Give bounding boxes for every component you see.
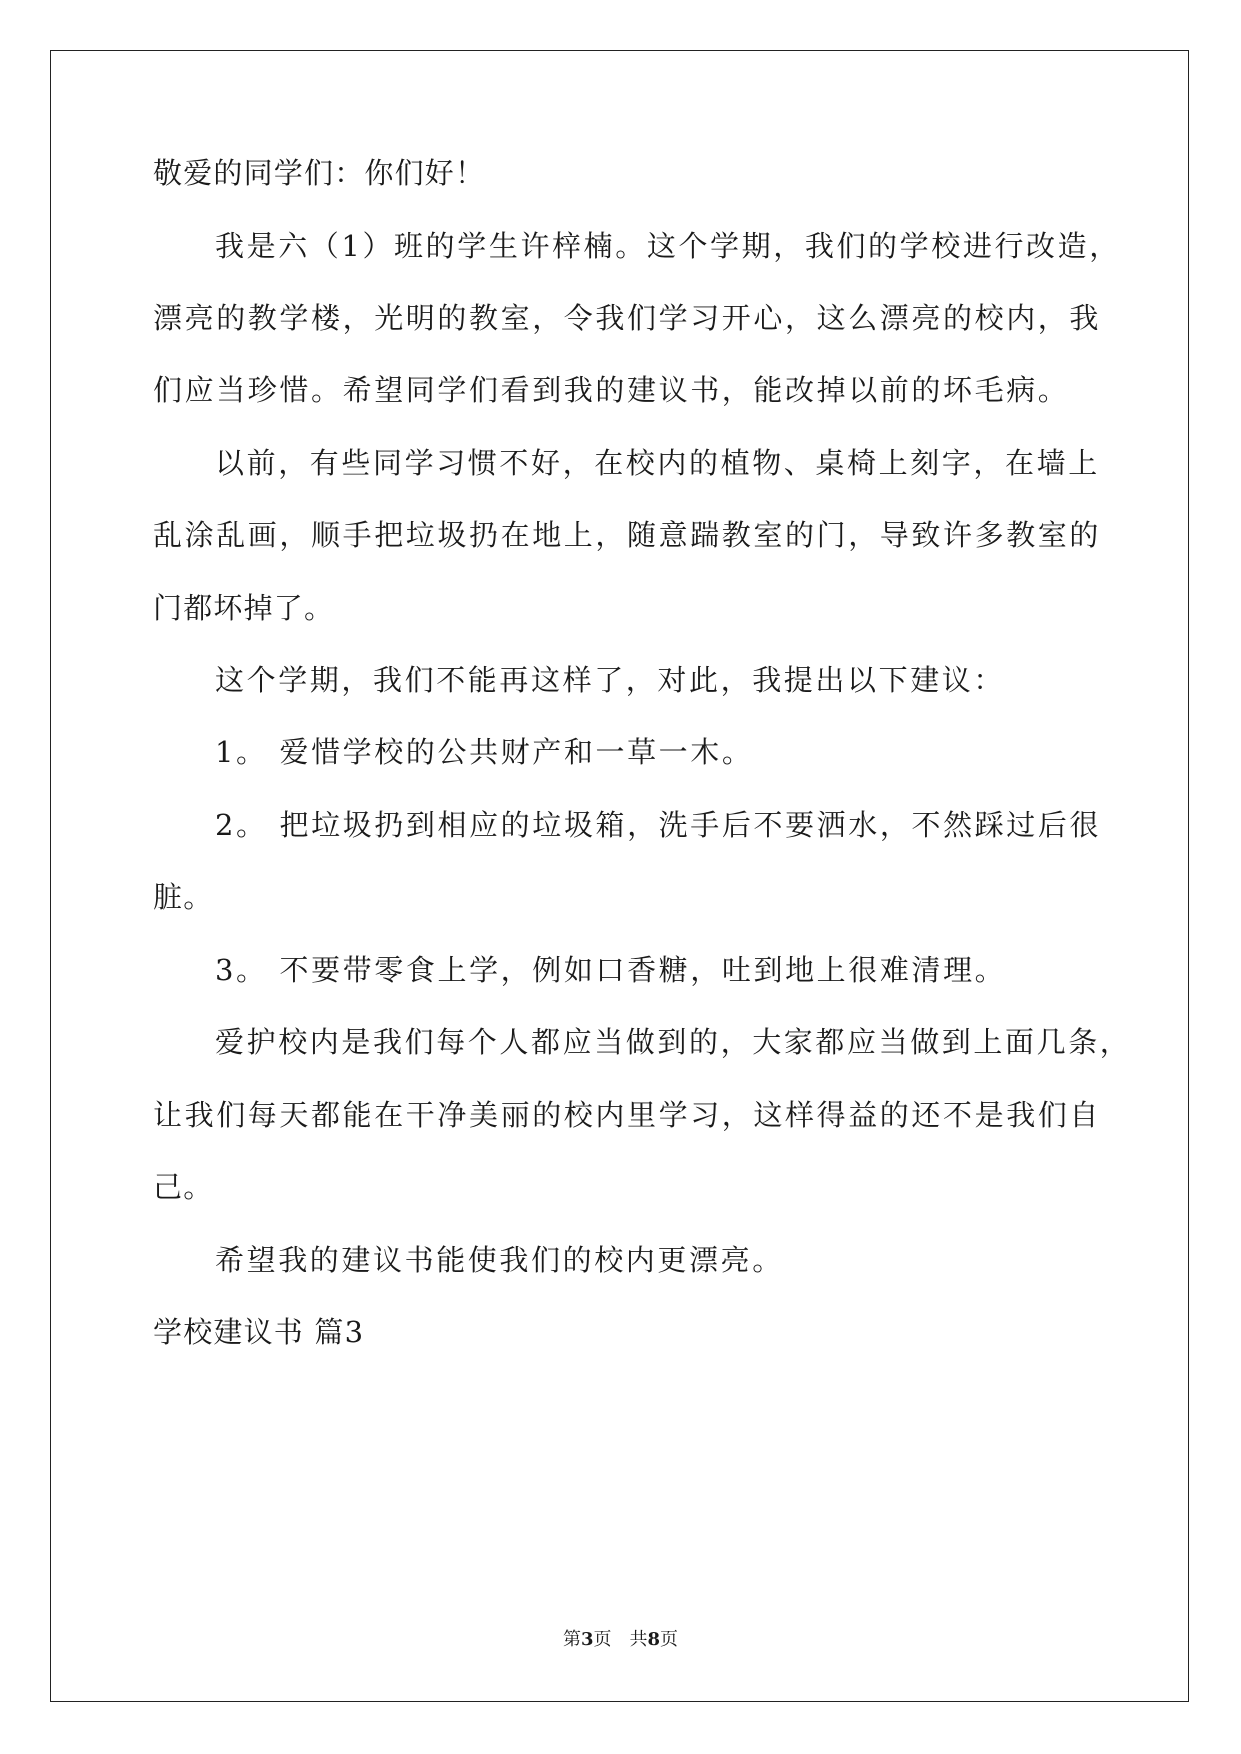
paragraph-line: 让我们每天都能在干净美丽的校内里学习，这样得益的还不是我们自 [153,1098,1102,1132]
list-item-3: 3。 不要带零食上学，例如口香糖，吐到地上很难清理。 [215,953,1007,987]
paragraph-line: 我是六（1）班的学生许梓楠。这个学期，我们的学校进行改造， [215,229,1121,263]
current-page-number: 3 [580,1629,594,1650]
paragraph-line: 门都坏掉了。 [153,591,335,625]
paragraph-line: 漂亮的教学楼，光明的教室，令我们学习开心，这么漂亮的校内，我 [153,301,1102,335]
paragraph-line: 以前，有些同学习惯不好，在校内的植物、桌椅上刻字，在墙上 [215,446,1100,480]
paragraph-line: 们应当珍惜。希望同学们看到我的建议书，能改掉以前的坏毛病。 [153,373,1070,407]
footer-prefix: 第 [562,1629,581,1650]
salutation: 敬爱的同学们：你们好！ [153,156,486,190]
paragraph-line: 爱护校内是我们每个人都应当做到的，大家都应当做到上面几条， [215,1025,1132,1059]
page-footer [0,1628,1241,1652]
paragraph-line: 希望我的建议书能使我们的校内更漂亮。 [215,1243,784,1277]
total-page-count: 8 [647,1629,661,1650]
list-item-2: 2。 把垃圾扔到相应的垃圾箱，洗手后不要洒水，不然踩过后很 [215,808,1102,842]
footer-middle: 页 共 [593,1629,648,1650]
list-item-1: 1。 爱惜学校的公共财产和一草一木。 [215,735,754,769]
paragraph-line: 这个学期，我们不能再这样了，对此，我提出以下建议： [215,663,1006,697]
paragraph-line: 己。 [153,1170,214,1204]
paragraph-line: 乱涂乱画，顺手把垃圾扔在地上，随意踹教室的门，导致许多教室的 [153,518,1102,552]
footer-suffix: 页 [660,1629,679,1650]
paragraph-line: 脏。 [153,880,214,914]
section-heading: 学校建议书 篇3 [153,1315,365,1349]
